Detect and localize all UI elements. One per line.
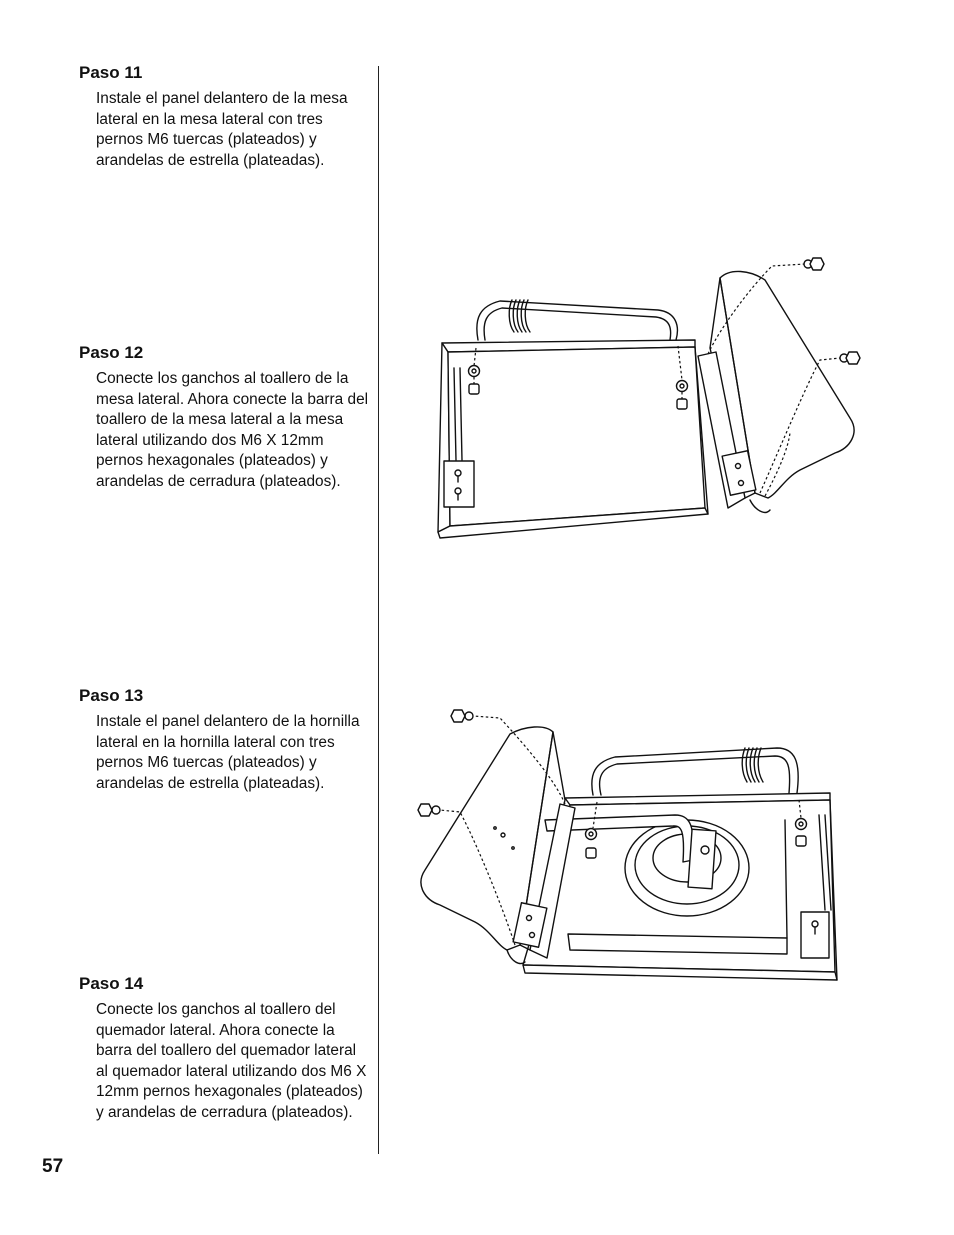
step-12 [79, 343, 369, 492]
step-14 [79, 974, 369, 1123]
step-11-heading: Paso 11 [79, 63, 143, 82]
keyhole-bracket [801, 912, 829, 958]
step-11 [79, 63, 369, 171]
step-11-text: Instale el panel delantero de la mesa lateral en la mesa lateral con tres pernos M6 tuercas (plateados) y arandelas de estrella (plateadas). [96, 90, 348, 169]
tray-bottom-panel [448, 347, 705, 526]
towel-bar [477, 301, 678, 340]
keyhole-bracket [444, 461, 474, 507]
step-13-heading: Paso 13 [79, 686, 144, 705]
towel-bar [592, 748, 798, 795]
step-13 [79, 686, 369, 794]
page-number: 57 [42, 1156, 64, 1177]
step-14-heading: Paso 14 [79, 974, 144, 993]
step-14-text: Conecte los ganchos al toallero del quemador lateral. Ahora conecte la barra del toallero del quemador lateral al quemador lateral utilizando dos M6 X 12mm pernos hexagonales (plateados) y arandelas de cerradura (plateados). [96, 1001, 367, 1121]
column-divider [378, 66, 379, 1154]
side-table-assembly-illustration [420, 248, 870, 548]
step-12-heading: Paso 12 [79, 343, 144, 362]
step-12-text: Conecte los ganchos al toallero de la mesa lateral. Ahora conecte la barra del toallero de la mesa lateral a la mesa lateral utilizando dos M6 X 12mm pernos hexagonales (plateados) y arandelas de cerradura (plateados). [96, 370, 369, 490]
side-burner-assembly-illustration [405, 700, 850, 995]
step-13-text: Instale el panel delantero de la hornilla lateral en la hornilla lateral con tres pernos M6 tuercas (plateados) y arandelas de estrella (plateadas). [96, 713, 360, 792]
